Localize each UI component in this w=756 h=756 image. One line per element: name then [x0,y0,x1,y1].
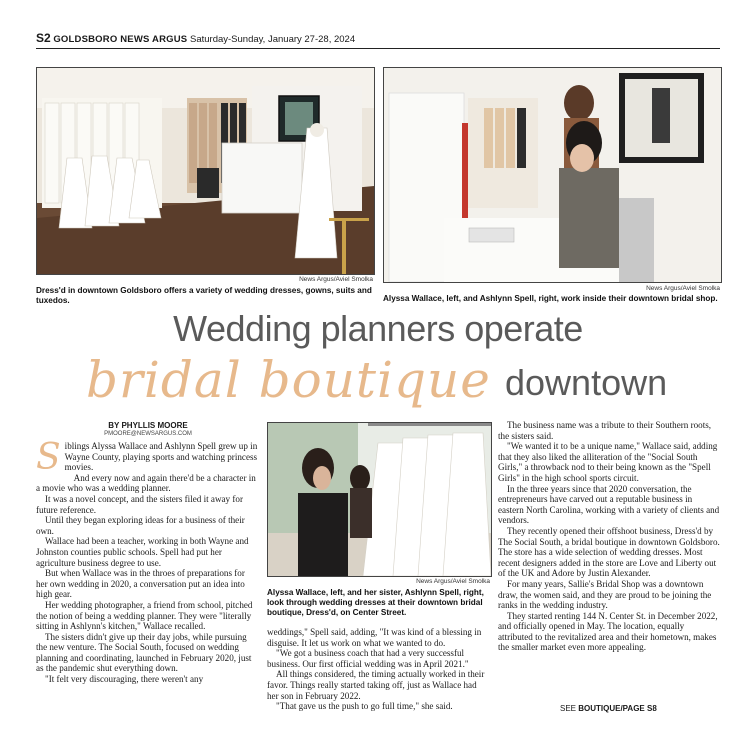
byline [36,421,260,437]
photo-sisters-with-dresses-image [268,423,491,576]
paragraph: They started renting 144 N. Center St. in December 2022, and officially opened in May. The location, equally attributed to the revitalized area and their hometown, makes the smaller market even more appealing. [498,610,718,653]
paragraph: "We got a business coach that had a very successful business. Our first official wedding was in April 2021." [267,648,469,669]
issue-date: Saturday-Sunday, January 27-28, 2024 [189,34,356,45]
paragraph: They recently opened their offshoot business, Dress'd by The Social South, a bridal boutique in downtown Goldsboro. The store has a wide selection of wedding dresses. Most recent designers added in the store are Love and Liberty out of the UK and Adore by Justin Alexander. [498,525,720,579]
headline-tail: downtown [505,362,668,403]
page-number: S2 [36,31,51,45]
photo-sisters-at-desk-image [384,68,721,282]
photo-credit-3: News Argus/Aviel Smolka [416,578,490,585]
paragraph: All things considered, the timing actually worked in their favor. Things really started taking off, just as Wallace had her son in February 2022. [267,669,485,701]
paragraph: weddings," Spell said, adding, "It was kind of a blessing in disguise. It let us work on what we wanted to do. [267,627,482,648]
paragraph: Wallace had been a teacher, working in both Wayne and Johnston counties public schools. Spell had put her agriculture business degree to use. [36,536,249,568]
drop-cap: S [36,437,61,478]
paragraph: "That gave us the push to go full time," she said. [276,701,453,712]
article-column-3 [498,420,720,700]
photo-caption-2: Alyssa Wallace, left, and Ashlynn Spell, right, work inside their downtown bridal shop. [383,294,718,303]
paragraph: And every now and again there'd be a character in a movie who was a wedding planner. [36,472,256,494]
paragraph: Until they began exploring ideas for a business of their own. [36,515,245,536]
paragraph: It was a novel concept, and the sisters filed it away for future reference. [36,493,243,515]
photo-boutique-interior-image [37,68,374,274]
paragraph: In the three years since that 2020 conversation, the entrepreneurs have carved out a reputable business in eastern North Carolina, working with a variety of clients and vendors. [498,483,720,526]
paragraph: The sisters didn't give up their day jobs, while pursuing the new venture. The Social South, focused on wedding planning and coordinating, launched in February 2020, just as the pandemic shut everything down. [36,631,252,674]
paragraph: The business name was a tribute to their Southern roots, the sisters said. [498,420,712,441]
byline-name: BY PHYLLIS MOORE [108,421,188,430]
paragraph: "It felt very discouraging, there weren't any [45,674,204,685]
photo-sisters-with-dresses [267,422,492,577]
byline-email: PMOORE@NEWSARGUS.COM [104,431,192,437]
jump-target[interactable]: BOUTIQUE/PAGE S8 [578,704,657,713]
headline-script: bridal boutique [86,351,491,409]
paragraph: "We wanted it to be a unique name," Wallace said, adding that they also liked the alliteration of the "Social South Girls," a throwback nod to their being known as the "Spell Girls" in the high school sports circuit. [498,441,718,483]
photo-credit-2: News Argus/Aviel Smolka [646,285,720,292]
paragraph: But when Wallace was in the throes of preparations for her own wedding in 2020, a conversation put an idea into high gear. [36,568,245,600]
paragraph: iblings Alyssa Wallace and Ashlynn Spell grew up in Wayne County, playing sports and watching princess movies. [64,441,258,473]
header-rule [36,48,720,49]
article-column-1 [36,437,258,721]
photo-sisters-at-desk [383,67,722,283]
paragraph: Her wedding photographer, a friend from school, pitched the notion of being a wedding planner. They were "literally sitting in Ashlynn's kitchen," Wallace recalled. [36,599,253,632]
publication-name: GOLDSBORO NEWS ARGUS [53,34,188,45]
paragraph: For many years, Sallie's Bridal Shop was a downtown draw, the women said, and they are proud to be joining the ranks in the wedding industry. [498,578,712,611]
photo-caption-3: Alyssa Wallace, left, and her sister, Ashlynn Spell, right, look through wedding dresses at their downtown bridal boutique, Dress'd, on Center Street. [267,588,484,617]
headline-line-1: Wedding planners operate [173,308,583,349]
article-column-2 [267,627,489,722]
jump-see: SEE [560,704,579,713]
photo-credit-1: News Argus/Aviel Smolka [299,276,373,283]
photo-caption-1: Dress'd in downtown Goldsboro offers a variety of wedding dresses, gowns, suits and tuxedos. [36,286,372,305]
jump-line[interactable] [560,704,657,713]
photo-boutique-interior [36,67,375,275]
